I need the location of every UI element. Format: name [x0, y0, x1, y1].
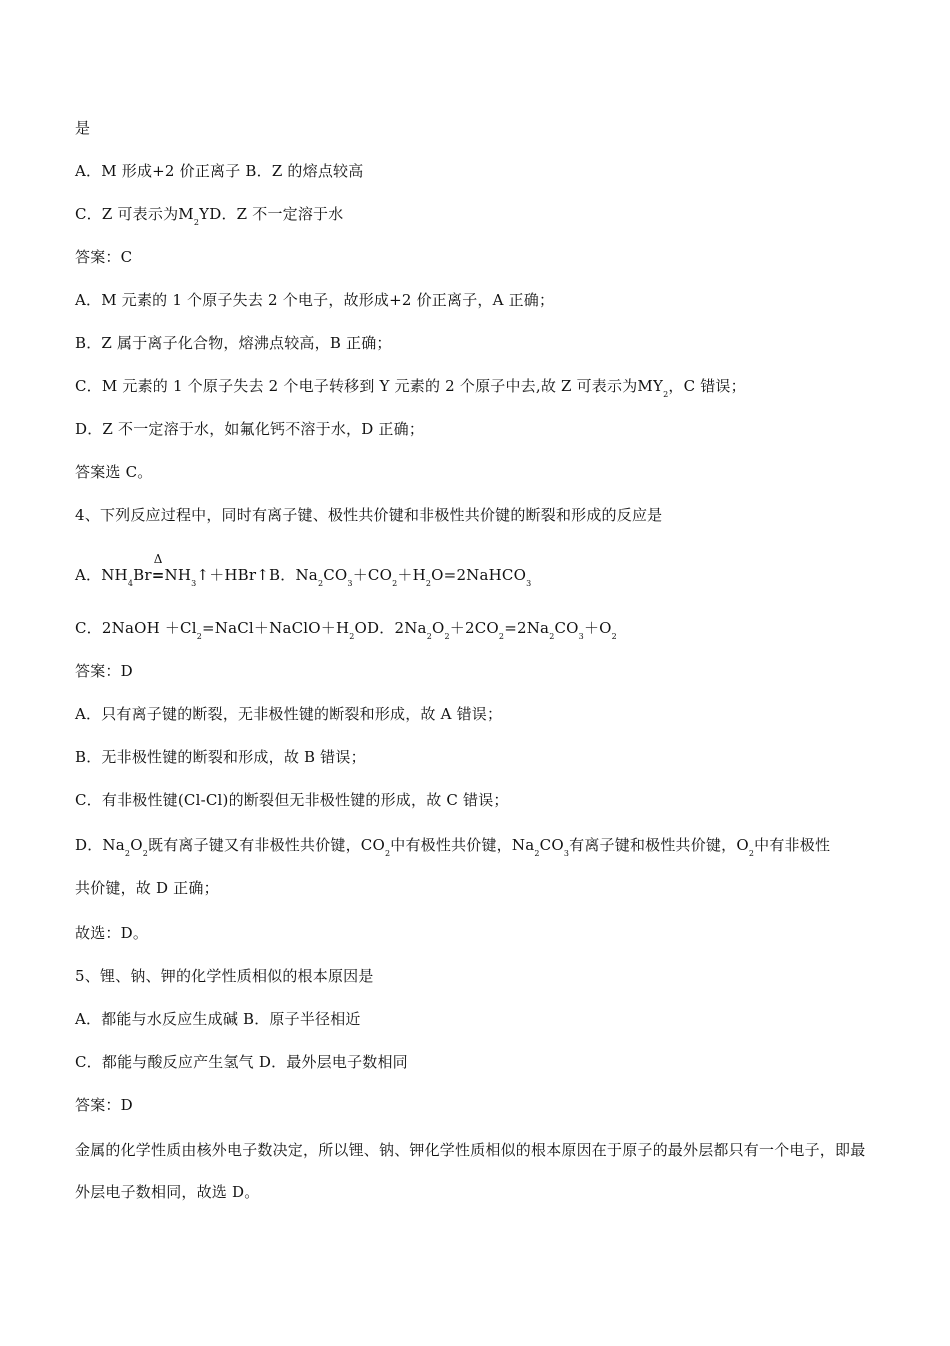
- explanation-line: B．无非极性键的断裂和形成，故 B 错误；: [75, 748, 366, 766]
- explanation-line: 共价键，故 D 正确；: [75, 879, 219, 897]
- explanation-line: A．只有离子键的断裂，无非极性键的断裂和形成，故 A 错误；: [75, 705, 503, 723]
- explanation-line: B．Z 属于离子化合物，熔沸点较高，B 正确；: [75, 334, 392, 352]
- answer-line: 答案：D: [75, 1096, 133, 1114]
- explanation-line: C．M 元素的 1 个原子失去 2 个电子转移到 Y 元素的 2 个原子中去,故 Z 可表示为$MY_2$，C 错误；: [75, 377, 746, 399]
- heat-condition: Δ =: [151, 552, 165, 584]
- question-3-options-ab: A．M 形成+2 价正离子 B．Z 的熔点较高: [75, 162, 364, 180]
- question-4-options-cd: C．2NaOH $+Cl_2=NaCl+NaClO+H_2OD$．$2Na_2O_2+2CO_2=2Na_2CO_3+O_2$: [75, 619, 617, 641]
- answer-line: 答案选 C。: [75, 463, 153, 481]
- explanation-line: A．M 元素的 1 个原子失去 2 个电子，故形成+2 价正离子，A 正确；: [75, 291, 555, 309]
- answer-line: 答案：C: [75, 248, 133, 266]
- question-4-stem: 4、下列反应过程中，同时有离子键、极性共价键和非极性共价键的断裂和形成的反应是: [75, 506, 663, 524]
- question-5-options-ab: A．都能与水反应生成碱 B．原子半径相近: [75, 1010, 361, 1028]
- text-line: 是: [75, 119, 91, 137]
- question-5-options-cd: C．都能与酸反应产生氢气 D．最外层电子数相同: [75, 1053, 408, 1071]
- answer-line: 答案：D: [75, 662, 133, 680]
- question-3-options-cd: C．Z 可表示为$M_2YD$．Z 不一定溶于水: [75, 205, 344, 227]
- answer-line: 故选：D。: [75, 924, 149, 942]
- explanation-line: C．有非极性键(Cl-Cl)的断裂但无非极性键的形成，故 C 错误；: [75, 791, 509, 809]
- explanation-line: D．Z 不一定溶于水，如氟化钙不溶于水，D 正确；: [75, 420, 425, 438]
- question-5-stem: 5、锂、钠、钾的化学性质相似的根本原因是: [75, 967, 374, 985]
- question-4-options-ab: A．$NH_4Br$ Δ $=NH_3↑+HBr↑B$．$Na_2CO_3+CO_2+H_2O=2NaHCO_3$: [75, 552, 532, 588]
- explanation-paragraph: 金属的化学性质由核外电子数决定，所以锂、钠、钾化学性质相似的根本原因在于原子的最外层都只有一个电子，即最外层电子数相同，故选 D。: [75, 1141, 866, 1201]
- explanation-line: D．$Na_2O_2$既有离子键又有非极性共价键，$CO_2$中有极性共价键，$Na_2CO_3$有离子键和极性共价键，$O_2$中有非极性: [75, 836, 831, 858]
